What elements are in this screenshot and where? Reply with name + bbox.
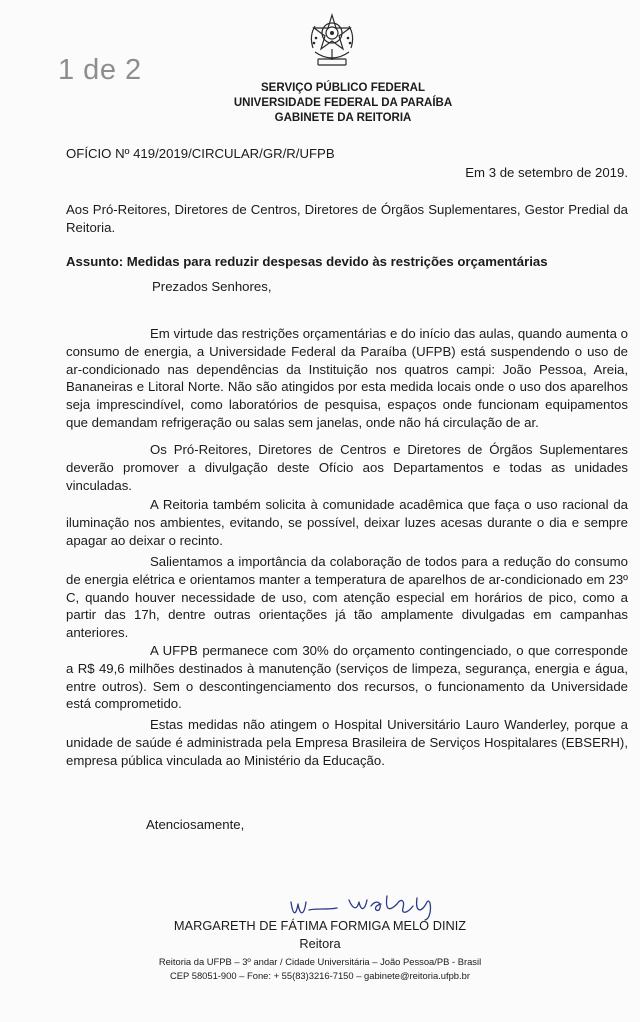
greeting: Prezados Senhores,	[152, 279, 272, 294]
body-paragraph: Estas medidas não atingem o Hospital Universitário Lauro Wanderley, porque a unidade de saúde é administrada pela Empresa Brasileira de Serviços Hospitalares (EBSERH), empresa pública vinculada ao Ministério da Educação.	[66, 717, 628, 768]
handwritten-signature	[287, 888, 447, 922]
recipients: Aos Pró-Reitores, Diretores de Centros, Diretores de Órgãos Suplementares, Gestor Predial da Reitoria.	[66, 202, 628, 235]
body-paragraph: Salientamos a importância da colaboração de todos para a redução do consumo de energia elétrica e orientamos manter a temperatura de aparelhos de ar-condicionado em 23º C, quando houver necessidade de uso, com atenção especial em horários de pico, como a partir das 17h, dentre outras orientações já tão amplamente divulgadas em campanhas anteriores.	[66, 554, 628, 641]
body-paragraph: Os Pró-Reitores, Diretores de Centros e Diretores de Órgãos Suplementares deverão promover a divulgação deste Ofício aos Departamentos e todas as unidades vinculadas.	[66, 442, 628, 493]
header-line-university: UNIVERSIDADE FEDERAL DA PARAÍBA	[233, 97, 453, 109]
office-number: OFÍCIO Nº 419/2019/CIRCULAR/GR/R/UFPB	[66, 146, 335, 161]
body-paragraph: A Reitoria também solicita à comunidade acadêmica que faça o uso racional da iluminação nos ambientes, evitando, se possível, deixar luzes acesas durante o dia e sempre apagar ao deixar o recinto.	[66, 497, 628, 548]
subject-line: Assunto: Medidas para reduzir despesas devido às restrições orçamentárias	[66, 254, 548, 269]
body-paragraph: Em virtude das restrições orçamentárias e do início das aulas, quando aumenta o consumo de energia, a Universidade Federal da Paraíba (UFPB) está suspendendo o uso de ar-condicionado nas dependências da Instituição nos quatros campi: João Pessoa, Areia, Bananeiras e Litoral Norte. Não são atingidos por esta medida locais onde o uso dos aparelhos seja imprescindível, como laboratórios de pesquisa, espaços onde funcionam equipamentos que demandam refrigeração ou salas sem janelas, onde não há circulação de ar.	[66, 326, 628, 430]
signatory-name: MARGARETH DE FÁTIMA FORMIGA MELO DINIZ	[173, 918, 467, 933]
body-paragraph: A UFPB permanece com 30% do orçamento contingenciado, o que corresponde a R$ 49,6 milhões destinados à manutenção (serviços de limpeza, segurança, energia e água, entre outros). Sem o descontingenciamento dos recursos, o funcionamento da Universidade está comprometido.	[66, 643, 628, 712]
page-counter: 1 de 2	[58, 54, 142, 86]
signatory-title: Reitora	[299, 936, 341, 951]
closing: Atenciosamente,	[146, 817, 245, 832]
footer-address: Reitoria da UFPB – 3º andar / Cidade Universitária – João Pessoa/PB - Brasil	[158, 956, 482, 967]
header-line-office: GABINETE DA REITORIA	[274, 112, 412, 124]
header-line-service: SERVIÇO PÚBLICO FEDERAL	[261, 82, 425, 94]
document-date: Em 3 de setembro de 2019.	[465, 165, 628, 180]
brazil-coat-of-arms-seal	[307, 12, 357, 70]
footer-contact: CEP 58051-900 – Fone: + 55(83)3216-7150 – gabinete@reitoria.ufpb.br	[170, 970, 470, 981]
